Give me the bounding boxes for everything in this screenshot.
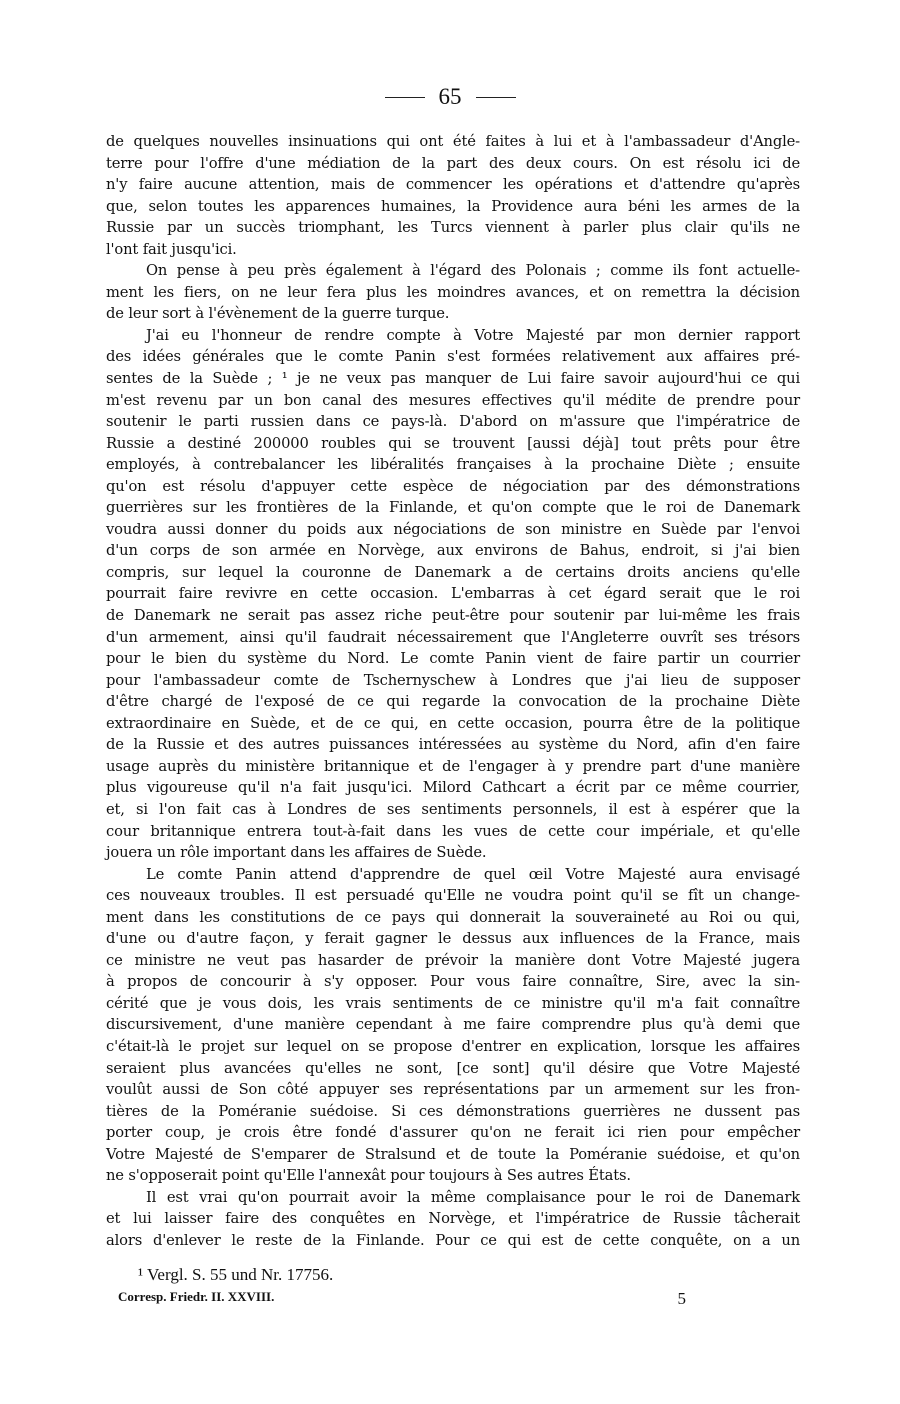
- text-line: d'un armement, ainsi qu'il faudrait nécessairement que l'Angleterre ouvrît ses trésors: [106, 628, 800, 646]
- text-line: terre pour l'offre d'une médiation de la part des deux cours. On est résolu ici de: [106, 154, 800, 172]
- paragraph: [106, 325, 800, 864]
- text-line: voulût aussi de Son côté appuyer ses représentations par un armement sur les fron-: [106, 1081, 800, 1099]
- text-line: de leur sort à l'évènement de la guerre turque.: [106, 305, 450, 323]
- header-rule-right: [476, 97, 516, 98]
- footnote: ¹ Vergl. S. 55 und Nr. 17756.: [138, 1265, 334, 1284]
- paragraph: [106, 131, 800, 260]
- text-line: plus vigoureuse qu'il n'a fait jusqu'ici. Milord Cathcart a écrit par ce même courrier,: [106, 779, 800, 797]
- text-line: ment dans les constitutions de ce pays qui donnerait la souveraineté au Roi ou qui,: [106, 908, 800, 926]
- text-line: c'était-là le projet sur lequel on se propose d'entrer en explication, lorsque les affaires: [106, 1037, 800, 1055]
- footer-source: Corresp. Friedr. II. XXVIII.: [118, 1289, 275, 1304]
- text-line: usage auprès du ministère britannique et de l'engager à y prendre part d'une manière: [106, 757, 800, 775]
- text-line: Votre Majesté de S'emparer de Stralsund et de toute la Poméranie suédoise, et qu'on: [106, 1145, 800, 1163]
- page-header: [0, 82, 900, 112]
- text-line: alors d'enlever le reste de la Finlande. Pour ce qui est de cette conquête, on a un: [106, 1231, 800, 1249]
- text-line: Russie par un succès triomphant, les Turcs viennent à parler plus clair qu'ils ne: [106, 219, 800, 237]
- text-line: tières de la Poméranie suédoise. Si ces démonstrations guerrières ne dussent pas: [106, 1102, 800, 1120]
- text-line: compris, sur lequel la couronne de Danemark a de certains droits anciens qu'elle: [106, 563, 800, 581]
- header-rule-left: [385, 97, 425, 98]
- body-text: [106, 131, 800, 1251]
- text-line: Russie a destiné 200000 roubles qui se trouvent [aussi déjà] tout prêts pour être: [106, 434, 800, 452]
- text-line: soutenir le parti russien dans ce pays-là. D'abord on m'assure que l'impératrice de: [106, 413, 800, 431]
- text-line: employés, à contrebalancer les libéralités françaises à la prochaine Diète ; ensuite: [106, 456, 800, 474]
- text-line: d'une ou d'autre façon, y ferait gagner le dessus aux influences de la France, mais: [106, 930, 800, 948]
- text-line: cérité que je vous dois, les vrais sentiments de ce ministre qu'il m'a fait connaître: [106, 994, 800, 1012]
- text-line: voudra aussi donner du poids aux négociations de son ministre en Suède par l'envoi: [106, 520, 800, 538]
- text-line: J'ai eu l'honneur de rendre compte à Votre Majesté par mon dernier rapport: [146, 326, 800, 344]
- text-line: et lui laisser faire des conquêtes en Norvège, et l'impératrice de Russie tâcherait: [106, 1210, 800, 1228]
- text-line: Il est vrai qu'on pourrait avoir la même complaisance pour le roi de Danemark: [146, 1188, 800, 1206]
- text-line: seraient plus avancées qu'elles ne sont, [ce sont] qu'il désire que Votre Majesté: [106, 1059, 800, 1077]
- text-line: ment les fiers, on ne leur fera plus les moindres avances, et on remettra la décision: [106, 283, 800, 301]
- text-line: discursivement, d'une manière cependant à me faire comprendre plus qu'à demi que: [106, 1016, 800, 1034]
- text-line: qu'on est résolu d'appuyer cette espèce de négociation par des démonstrations: [106, 477, 800, 495]
- text-line: à propos de concourir à s'y opposer. Pour vous faire connaître, Sire, avec la sin-: [106, 973, 800, 991]
- signature-mark: 5: [677, 1289, 686, 1308]
- text-line: et, si l'on fait cas à Londres de ses sentiments personnels, il est à espérer que la: [106, 800, 800, 818]
- text-line: ce ministre ne veut pas hasarder de prévoir la manière dont Votre Majesté jugera: [106, 951, 800, 969]
- text-line: jouera un rôle important dans les affaires de Suède.: [106, 844, 487, 862]
- text-line: extraordinaire en Suède, et de ce qui, en cette occasion, pourra être de la politique: [106, 714, 800, 732]
- text-line: de Danemark ne serait pas assez riche peut-être pour soutenir par lui-même les frais: [106, 607, 800, 625]
- text-line: d'un corps de son armée en Norvège, aux environs de Bahus, endroit, si j'ai bien: [106, 542, 800, 560]
- paragraph: [106, 864, 800, 1187]
- text-line: pourrait faire revivre en cette occasion. L'embarras à cet égard serait que le roi: [106, 585, 800, 603]
- text-line: de la Russie et des autres puissances intéressées au système du Nord, afin d'en faire: [106, 736, 800, 754]
- text-line: pour le bien du système du Nord. Le comte Panin vient de faire partir un courrier: [106, 650, 800, 668]
- text-line: sentes de la Suède ; ¹ je ne veux pas manquer de Lui faire savoir aujourd'hui ce qui: [106, 370, 800, 388]
- text-line: que, selon toutes les apparences humaines, la Providence aura béni les armes de la: [106, 197, 800, 215]
- text-line: Le comte Panin attend d'apprendre de quel œil Votre Majesté aura envisagé: [146, 865, 800, 883]
- text-line: n'y faire aucune attention, mais de commencer les opérations et d'attendre qu'après: [106, 176, 800, 194]
- page-footer: [118, 1289, 686, 1309]
- text-line: On pense à peu près également à l'égard des Polonais ; comme ils font actuelle-: [146, 262, 800, 280]
- paragraph: [106, 260, 800, 325]
- text-line: ces nouveaux troubles. Il est persuadé qu'Elle ne voudra point qu'il se fît un change-: [106, 887, 800, 905]
- text-line: cour britannique entrera tout-à-fait dans les vues de cette cour impériale, et qu'elle: [106, 822, 800, 840]
- text-line: l'ont fait jusqu'ici.: [106, 240, 237, 258]
- text-line: ne s'opposerait point qu'Elle l'annexât pour toujours à Ses autres États.: [106, 1167, 631, 1185]
- text-line: de quelques nouvelles insinuations qui ont été faites à lui et à l'ambassadeur d'Angle-: [106, 133, 800, 150]
- text-line: guerrières sur les frontières de la Finlande, et qu'on compte que le roi de Danemark: [106, 499, 800, 517]
- text-line: d'être chargé de l'exposé de ce qui regarde la convocation de la prochaine Diète: [106, 693, 800, 711]
- text-line: m'est revenu par un bon canal des mesures effectives qu'il médite de prendre pour: [106, 391, 800, 409]
- paragraph: [106, 1187, 800, 1252]
- text-line: des idées générales que le comte Panin s'est formées relativement aux affaires pré-: [106, 348, 800, 366]
- page-number: 65: [438, 84, 462, 109]
- text-line: pour l'ambassadeur comte de Tschernyschew à Londres que j'ai lieu de supposer: [106, 671, 800, 689]
- text-line: porter coup, je crois être fondé d'assurer qu'on ne ferait ici rien pour empêcher: [106, 1124, 800, 1142]
